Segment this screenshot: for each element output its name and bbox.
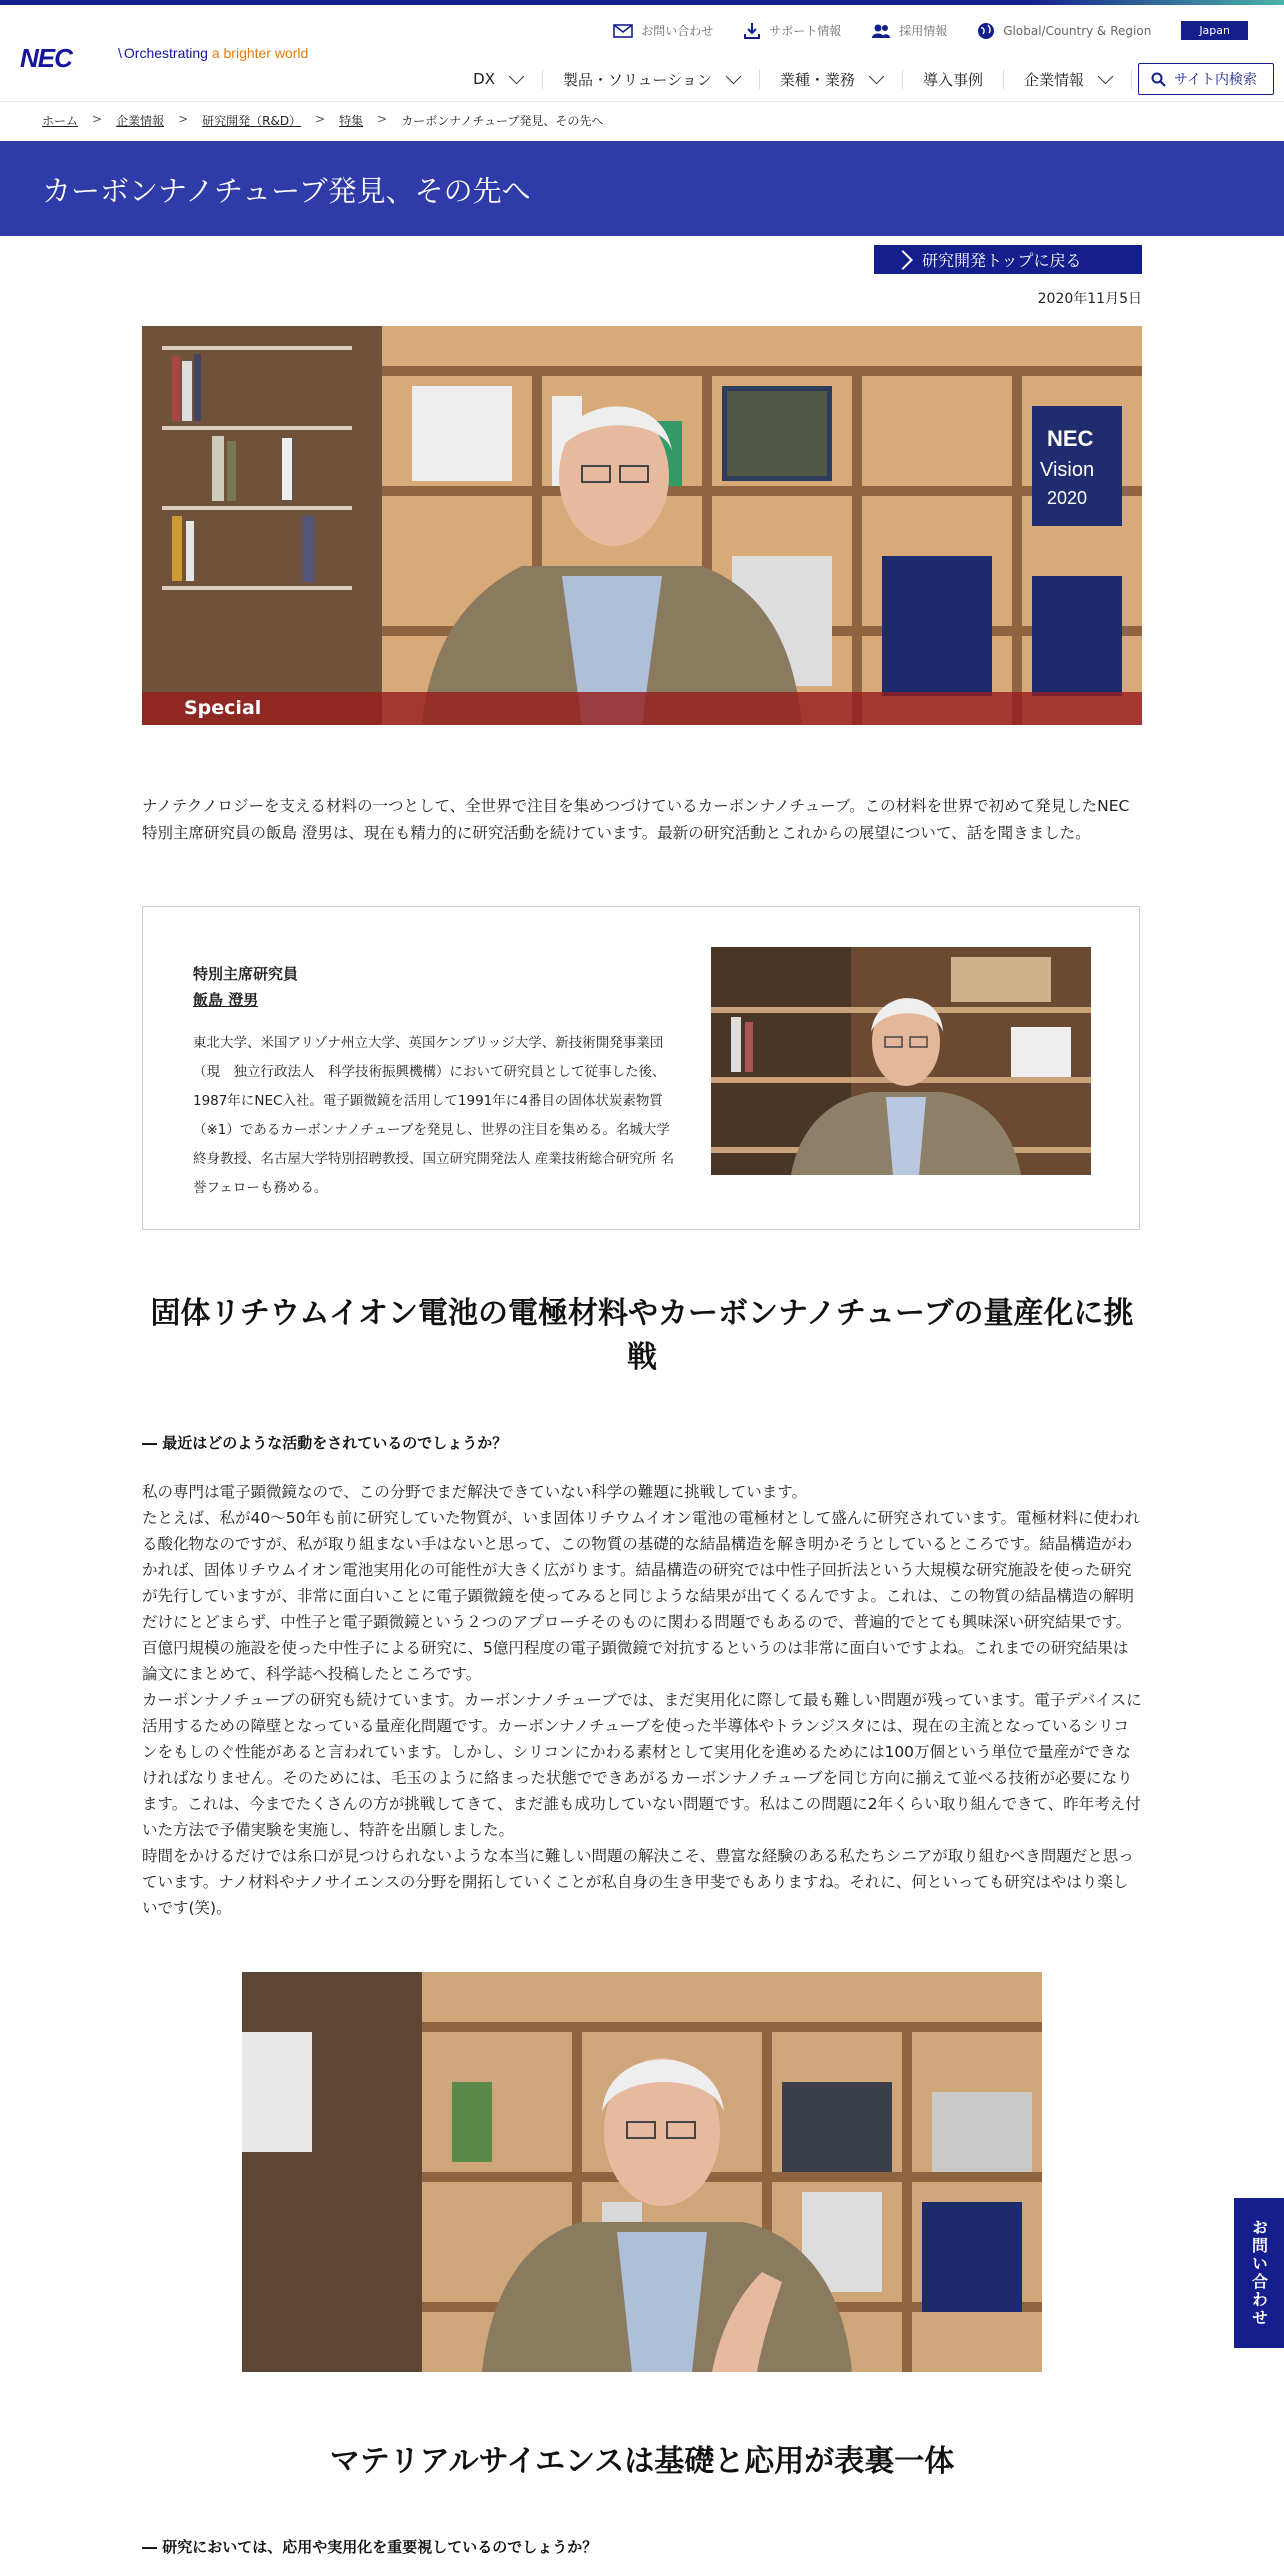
nav-dx[interactable] xyxy=(453,69,543,89)
section1-body xyxy=(142,1479,1142,1921)
util-support-label: サポート情報 xyxy=(769,24,842,38)
breadcrumb-separator: > xyxy=(178,112,189,126)
nav-company[interactable] xyxy=(1004,69,1132,89)
special-label: Special xyxy=(142,692,1142,725)
nav-industries-label: 業種・業務 xyxy=(779,70,855,89)
profile-photo xyxy=(711,947,1091,1175)
intro-text: ナノテクノロジーを支える材料の一つとして、全世界で注目を集めつづけているカーボンナノチューブ。この材料を世界で初めて発見したNEC特別主席研究員の飯島 澄男は、現在も精力的に研究活動を続けています。最新の研究活動とこれからの展望について、話を聞きました。 xyxy=(142,796,1130,842)
chevron-down-icon xyxy=(726,68,742,84)
section2-heading: マテリアルサイエンスは基礎と応用が表裏一体 xyxy=(329,2444,955,2479)
nav-products-label: 製品・ソリューション xyxy=(562,70,712,89)
section2-question: ― 研究においては、応用や実用化を重要視しているのでしょうか？ xyxy=(142,2538,598,2556)
site-header xyxy=(0,5,1284,102)
site-search-button[interactable] xyxy=(1138,63,1274,95)
chevron-down-icon xyxy=(869,68,885,84)
svg-text:NEC: NEC xyxy=(1047,426,1094,451)
people-icon xyxy=(871,23,891,39)
breadcrumb-special[interactable]: 特集 xyxy=(339,114,364,128)
tagline: \ Orchestrating a brighter world xyxy=(118,45,309,61)
breadcrumb-separator: > xyxy=(315,112,326,126)
breadcrumb-company[interactable]: 企業情報 xyxy=(116,114,165,128)
section1-question: ― 最近はどのような活動をされているのでしょうか？ xyxy=(142,1434,508,1452)
util-careers[interactable] xyxy=(871,22,947,39)
chevron-down-icon xyxy=(1098,68,1114,84)
search-icon xyxy=(1151,72,1166,87)
tagline-orange: a brighter world xyxy=(211,45,309,61)
back-to-rd-button[interactable] xyxy=(874,245,1142,274)
nav-dx-label: DX xyxy=(473,70,495,88)
breadcrumb-current: カーボンナノチューブ発見、その先へ xyxy=(401,114,604,128)
breadcrumb xyxy=(42,112,603,129)
interview-photo xyxy=(242,1972,1042,2372)
util-contact-label: お問い合わせ xyxy=(641,24,714,38)
breadcrumb-rd[interactable]: 研究開発（R&D） xyxy=(202,114,302,128)
nav-industries[interactable] xyxy=(760,69,903,89)
hero-photo-illustration xyxy=(142,326,1142,725)
util-support[interactable] xyxy=(743,22,841,40)
section1-paragraph: 私の専門は電子顕微鏡なので、この分野でまだ解決できていない科学の難題に挑戦しています。 xyxy=(142,1483,807,1501)
tagline-blue: Orchestrating xyxy=(123,45,208,61)
main-nav xyxy=(453,63,1274,95)
util-careers-label: 採用情報 xyxy=(899,24,948,38)
page-title: カーボンナノチューブ発見、その先へ xyxy=(42,174,531,208)
util-region[interactable] xyxy=(977,22,1151,40)
profile-title: 特別主席研究員 xyxy=(193,965,299,983)
globe-icon xyxy=(977,22,995,40)
profile-bio: 東北大学、米国アリゾナ州立大学、英国ケンブリッジ大学、新技術開発事業団（現 独立行政法人 科学技術振興機構）において研究員として従事した後、1987年にNEC入社。電子顕微鏡を活用して1991年に4番目の固体状炭素物質（※1）であるカーボンナノチューブを発見し、世界の注目を集める。名城大学 終身教授、名古屋大学特別招聘教授、国立研究開発法人 産業技術総合研究所 名誉フェローも務める。 xyxy=(193,1035,675,1196)
hero-photo xyxy=(142,326,1142,725)
nav-case-studies-label: 導入事例 xyxy=(922,70,983,89)
util-contact[interactable] xyxy=(613,22,713,39)
back-to-rd-label: 研究開発トップに戻る xyxy=(922,251,1082,270)
profile-card xyxy=(142,906,1140,1230)
chevron-right-icon xyxy=(893,250,913,270)
nav-products[interactable] xyxy=(543,69,760,89)
utility-nav xyxy=(613,21,1248,40)
nav-case-studies[interactable] xyxy=(903,69,1004,89)
page-title-banner xyxy=(0,141,1284,236)
language-button[interactable]: Japan xyxy=(1181,21,1248,40)
download-icon xyxy=(743,22,761,40)
mail-icon xyxy=(613,24,633,38)
section1-heading: 固体リチウムイオン電池の電極材料やカーボンナノチューブの量産化に挑戦 xyxy=(150,1296,1134,1375)
contact-side-tab[interactable]: お問い合わせ xyxy=(1234,2198,1284,2348)
breadcrumb-separator: > xyxy=(377,112,388,126)
util-region-label: Global/Country & Region xyxy=(1003,23,1152,38)
nec-logo[interactable]: NEC xyxy=(20,43,72,73)
section1-paragraph: カーボンナノチューブの研究も続けています。カーボンナノチューブでは、まだ実用化に際して最も難しい問題が残っています。電子デバイスに活用するための障壁となっている量産化問題です。カーボンナノチューブを使った半導体やトランジスタには、現在の主流となっているシリコンをもしのぐ性能があると言われています。しかし、シリコンにかわる素材として実用化を進めるためには100万個という単位で量産ができなければなりません。そのためには、毛玉のように絡まった状態でできあがるカーボンナノチューブを同じ方向に揃えて並べる技術が必要になります。これは、今までたくさんの方が挑戦してきて、まだ誰も成功していない問題です。私はこの問題に2年くらい取り組んできて、昨年考え付いた方法で予備実験を実施し、特許を出願しました。 xyxy=(142,1691,1142,1839)
publish-date: 2020年11月5日 xyxy=(1037,291,1142,307)
svg-text:Vision: Vision xyxy=(1040,459,1095,481)
breadcrumb-separator: > xyxy=(92,112,103,126)
chevron-down-icon xyxy=(509,68,525,84)
section1-paragraph: 時間をかけるだけでは糸口が見つけられないような本当に難しい問題の解決こそ、豊富な経験のある私たちシニアが取り組むべき問題だと思っています。ナノ材料やナノサイエンスの分野を開拓していくことが私自身の生き甲斐でもありますね。それに、何といっても研究はやはり楽しいです(笑)。 xyxy=(142,1847,1134,1917)
profile-name[interactable]: 飯島 澄男 xyxy=(193,991,259,1009)
nav-company-label: 企業情報 xyxy=(1023,70,1084,89)
svg-text:2020: 2020 xyxy=(1047,488,1088,508)
section1-paragraph: たとえば、私が40～50年も前に研究していた物質が、いま固体リチウムイオン電池の電極材として盛んに研究されています。電極材料に使われる酸化物なのですが、私が取り組まない手はないと思って、この物質の基礎的な結晶構造を解き明かそうとしているところです。結晶構造がわかれば、固体リチウムイオン電池実用化の可能性が大きく広がります。結晶構造の研究では中性子回折法という大規模な研究施設を使った研究が先行していますが、非常に面白いことに電子顕微鏡を使ってみると同じような結果が出てくるんですよ。これは、この物質の結晶構造の解明だけにとどまらず、中性子と電子顕微鏡という２つのアプローチそのものに関わる問題でもあるので、普遍的でとても興味深い研究結果です。百億円規模の施設を使った中性子による研究に、5億円程度の電子顕微鏡で対抗するというのは非常に面白いですよね。これまでの研究結果は論文にまとめて、科学誌へ投稿したところです。 xyxy=(142,1509,1140,1683)
breadcrumb-home[interactable]: ホーム xyxy=(42,114,79,128)
site-search-label: サイト内検索 xyxy=(1173,72,1257,88)
